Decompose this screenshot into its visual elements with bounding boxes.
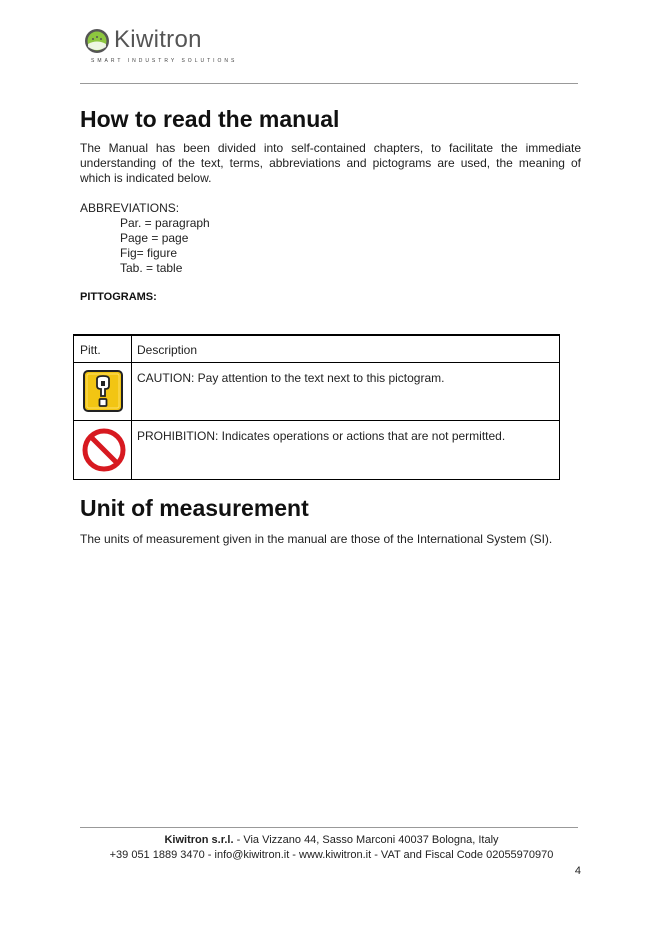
pictograms-title: PITTOGRAMS: bbox=[80, 291, 157, 303]
table-header-divider bbox=[74, 362, 559, 363]
table-row-divider bbox=[74, 420, 559, 421]
footer-address-line bbox=[0, 834, 663, 846]
pictogram-table bbox=[73, 334, 560, 480]
header-divider bbox=[80, 83, 578, 84]
table-header-pitt: Pitt. bbox=[80, 343, 101, 357]
section-title-read: How to read the manual bbox=[80, 106, 340, 132]
footer-divider bbox=[80, 827, 578, 828]
footer-address: - Via Vizzano 44, Sasso Marconi 40037 Bologna, Italy bbox=[233, 834, 499, 846]
abbreviations-title: ABBREVIATIONS: bbox=[80, 201, 180, 215]
page-number: 4 bbox=[574, 865, 581, 877]
table-header-description: Description bbox=[137, 343, 198, 357]
abbreviation-item: Fig= figure bbox=[120, 246, 178, 260]
brand-tagline: SMART INDUSTRY SOLUTIONS bbox=[91, 58, 238, 64]
footer-contacts: +39 051 1889 3470 - info@kiwitron.it - www.kiwitron.it - VAT and Fiscal Code 02055970970 bbox=[109, 849, 554, 861]
brand-name: Kiwitron bbox=[114, 26, 202, 53]
kiwi-logo-icon bbox=[84, 28, 110, 54]
prohibition-description: PROHIBITION: Indicates operations or actions that are not permitted. bbox=[137, 429, 506, 443]
abbreviation-item: Par. = paragraph bbox=[120, 216, 210, 230]
caution-icon bbox=[83, 370, 123, 412]
abbreviations-list bbox=[120, 216, 210, 276]
table-column-divider bbox=[131, 336, 132, 479]
abbreviation-item: Page = page bbox=[120, 231, 189, 245]
section-title-units: Unit of measurement bbox=[80, 495, 309, 521]
footer-company: Kiwitron s.r.l. bbox=[164, 834, 234, 846]
prohibition-icon bbox=[82, 428, 126, 472]
abbreviation-item: Tab. = table bbox=[120, 261, 183, 275]
units-paragraph: The units of measurement given in the manual are those of the International System (SI). bbox=[80, 532, 553, 546]
intro-paragraph: The Manual has been divided into self-contained chapters, to facilitate the immediate understanding of the text, terms, abbreviations and pictograms are used, the meaning of which is indicated below. bbox=[80, 141, 581, 185]
caution-description: CAUTION: Pay attention to the text next to this pictogram. bbox=[137, 371, 445, 385]
